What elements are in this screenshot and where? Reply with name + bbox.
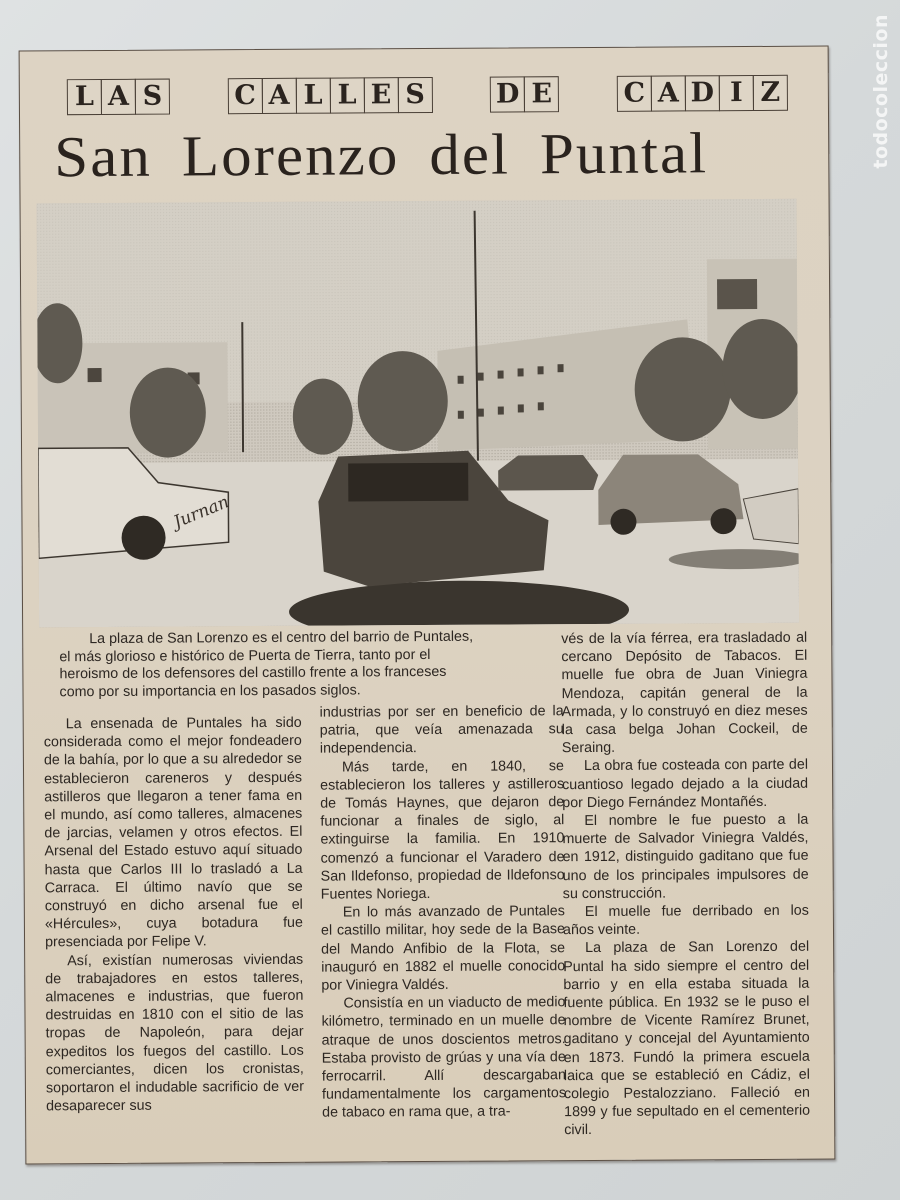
paragraph: Más tarde, en 1840, se establecieron los talleres y astilleros de Tomás Haynes, que dejaron de funcionar a finales de siglo, al extinguirse la familia. En 1910 comenzó a funcionar el Varadero de San Ildefonso, propiedad de Ildefonso Fuentes Noriega.: [320, 757, 565, 903]
paragraph: En lo más avanzado de Puntales el castillo militar, hoy sede de la Base del Mando Anfibio de la Flota, se inauguró en 1882 el muelle conocido por Viniegra Valdés.: [320, 903, 566, 994]
newspaper-clipping: [19, 46, 836, 1165]
kicker-letter: L: [329, 77, 364, 113]
watermark-text: todocoleccion: [870, 14, 892, 169]
paragraph: Así, existían numerosas viviendas de trabajadores en estos talleres, almacenes e industrias, que fueron destruidas en 1810 con el sitio de las tropas de Napoleón, para dejar expeditos los fuegos del castillo. Los comerciantes, dicen los cronistas, soportaron el indudable sacrificio de ver desaparecer sus: [45, 951, 304, 1115]
article-headline: San Lorenzo del Puntal: [54, 120, 709, 190]
kicker-letter: A: [261, 78, 296, 114]
kicker-letter: C: [617, 76, 652, 112]
kicker-word: [491, 76, 559, 112]
kicker-word: [68, 79, 170, 116]
paragraph: La plaza de San Lorenzo del Puntal ha sido siempre el centro del barrio y en ella estaba situada la fuente pública. En 1932 se le puso el nombre de Vicente Ramírez Brunet, gaditano y concejal del Ayuntamiento en 1873. Fundó la primera escuela laica que se estableció en Cádiz, el colegio Pestalozziano. Falleció en 1899 y fue sepultado en el cementerio civil.: [563, 939, 811, 1139]
article-lead: [59, 628, 564, 701]
article-column-1: [44, 714, 304, 1116]
paragraph: Consistía en un viaducto de medio kilómetro, terminado en un muelle de atraque de unos doscientos metros. Estaba provisto de grúas y una vía de ferrocarril. Allí descargaban fundamentalmente los cargamentos de tabaco en rama que, a tra-: [321, 994, 567, 1122]
kicker-letter: D: [685, 75, 720, 111]
kicker-letter: L: [67, 79, 102, 115]
street-scene-image: [37, 199, 800, 628]
section-kicker: [68, 75, 788, 115]
kicker-letter: S: [135, 79, 170, 115]
kicker-word: [228, 77, 432, 114]
lead-line: como por su importancia en los pasados siglos.: [59, 681, 361, 700]
paragraph: La ensenada de Puntales ha sido considerada como el mejor fondeadero de la bahía, por lo que a su alrededor se establecieron careneros y después astilleros que llegaron a tener fama en el mundo, así como talleres, almacenes de jarcias, velamen y otros efectos. El Arsenal del Estado estuvo aquí situado hasta que Carlos III lo trasladó a La Carraca. El último navío que se construyó en dicho arsenal fue el «Hércules», cuya botadura fue presenciada por Felipe V.: [43, 714, 303, 951]
kicker-letter: C: [227, 78, 262, 114]
kicker-letter: Z: [753, 75, 788, 111]
lead-line: el más glorioso e histórico de Puerta de Tierra, tanto por el: [59, 646, 431, 665]
kicker-letter: I: [719, 75, 754, 111]
kicker-letter: D: [490, 76, 525, 112]
kicker-letter: E: [363, 77, 398, 113]
kicker-letter: A: [101, 79, 136, 115]
photographer-signature: Jurnan: [170, 492, 232, 533]
kicker-letter: A: [651, 75, 686, 111]
paragraph: El nombre le fue puesto a la muerte de Salvador Viniegra Valdés, en 1912, distinguido gaditano que fue uno de los principales impulsores de su construcción.: [562, 811, 809, 903]
article-photo: [37, 199, 800, 628]
paragraph: vés de la vía férrea, era trasladado al cercano Depósito de Tabacos. El muelle fue obra de Juan Viniegra Mendoza, capitán general de la Armada, y lo construyó en diez meses la casa belga Johan Cockeil, de Seraing.: [561, 629, 808, 757]
kicker-word: [618, 75, 788, 112]
lead-line: La plaza de San Lorenzo es el centro del barrio de Puntales,: [89, 628, 474, 648]
kicker-letter: E: [524, 76, 559, 112]
paragraph: El muelle fue derribado en los años veinte.: [562, 902, 809, 939]
article-column-2: [320, 702, 567, 1122]
paragraph: industrias por ser en beneficio de la patria, que veía amenazada su independencia.: [319, 703, 564, 758]
kicker-letter: L: [295, 78, 330, 114]
kicker-letter: S: [397, 77, 432, 113]
paragraph: La obra fue costeada con parte del cuantioso legado dejado a la ciudad por Diego Fernández Montañés.: [562, 757, 809, 812]
article-column-3: [561, 629, 810, 1140]
lead-line: heroismo de los defensores del castillo frente a los franceses: [59, 663, 447, 683]
